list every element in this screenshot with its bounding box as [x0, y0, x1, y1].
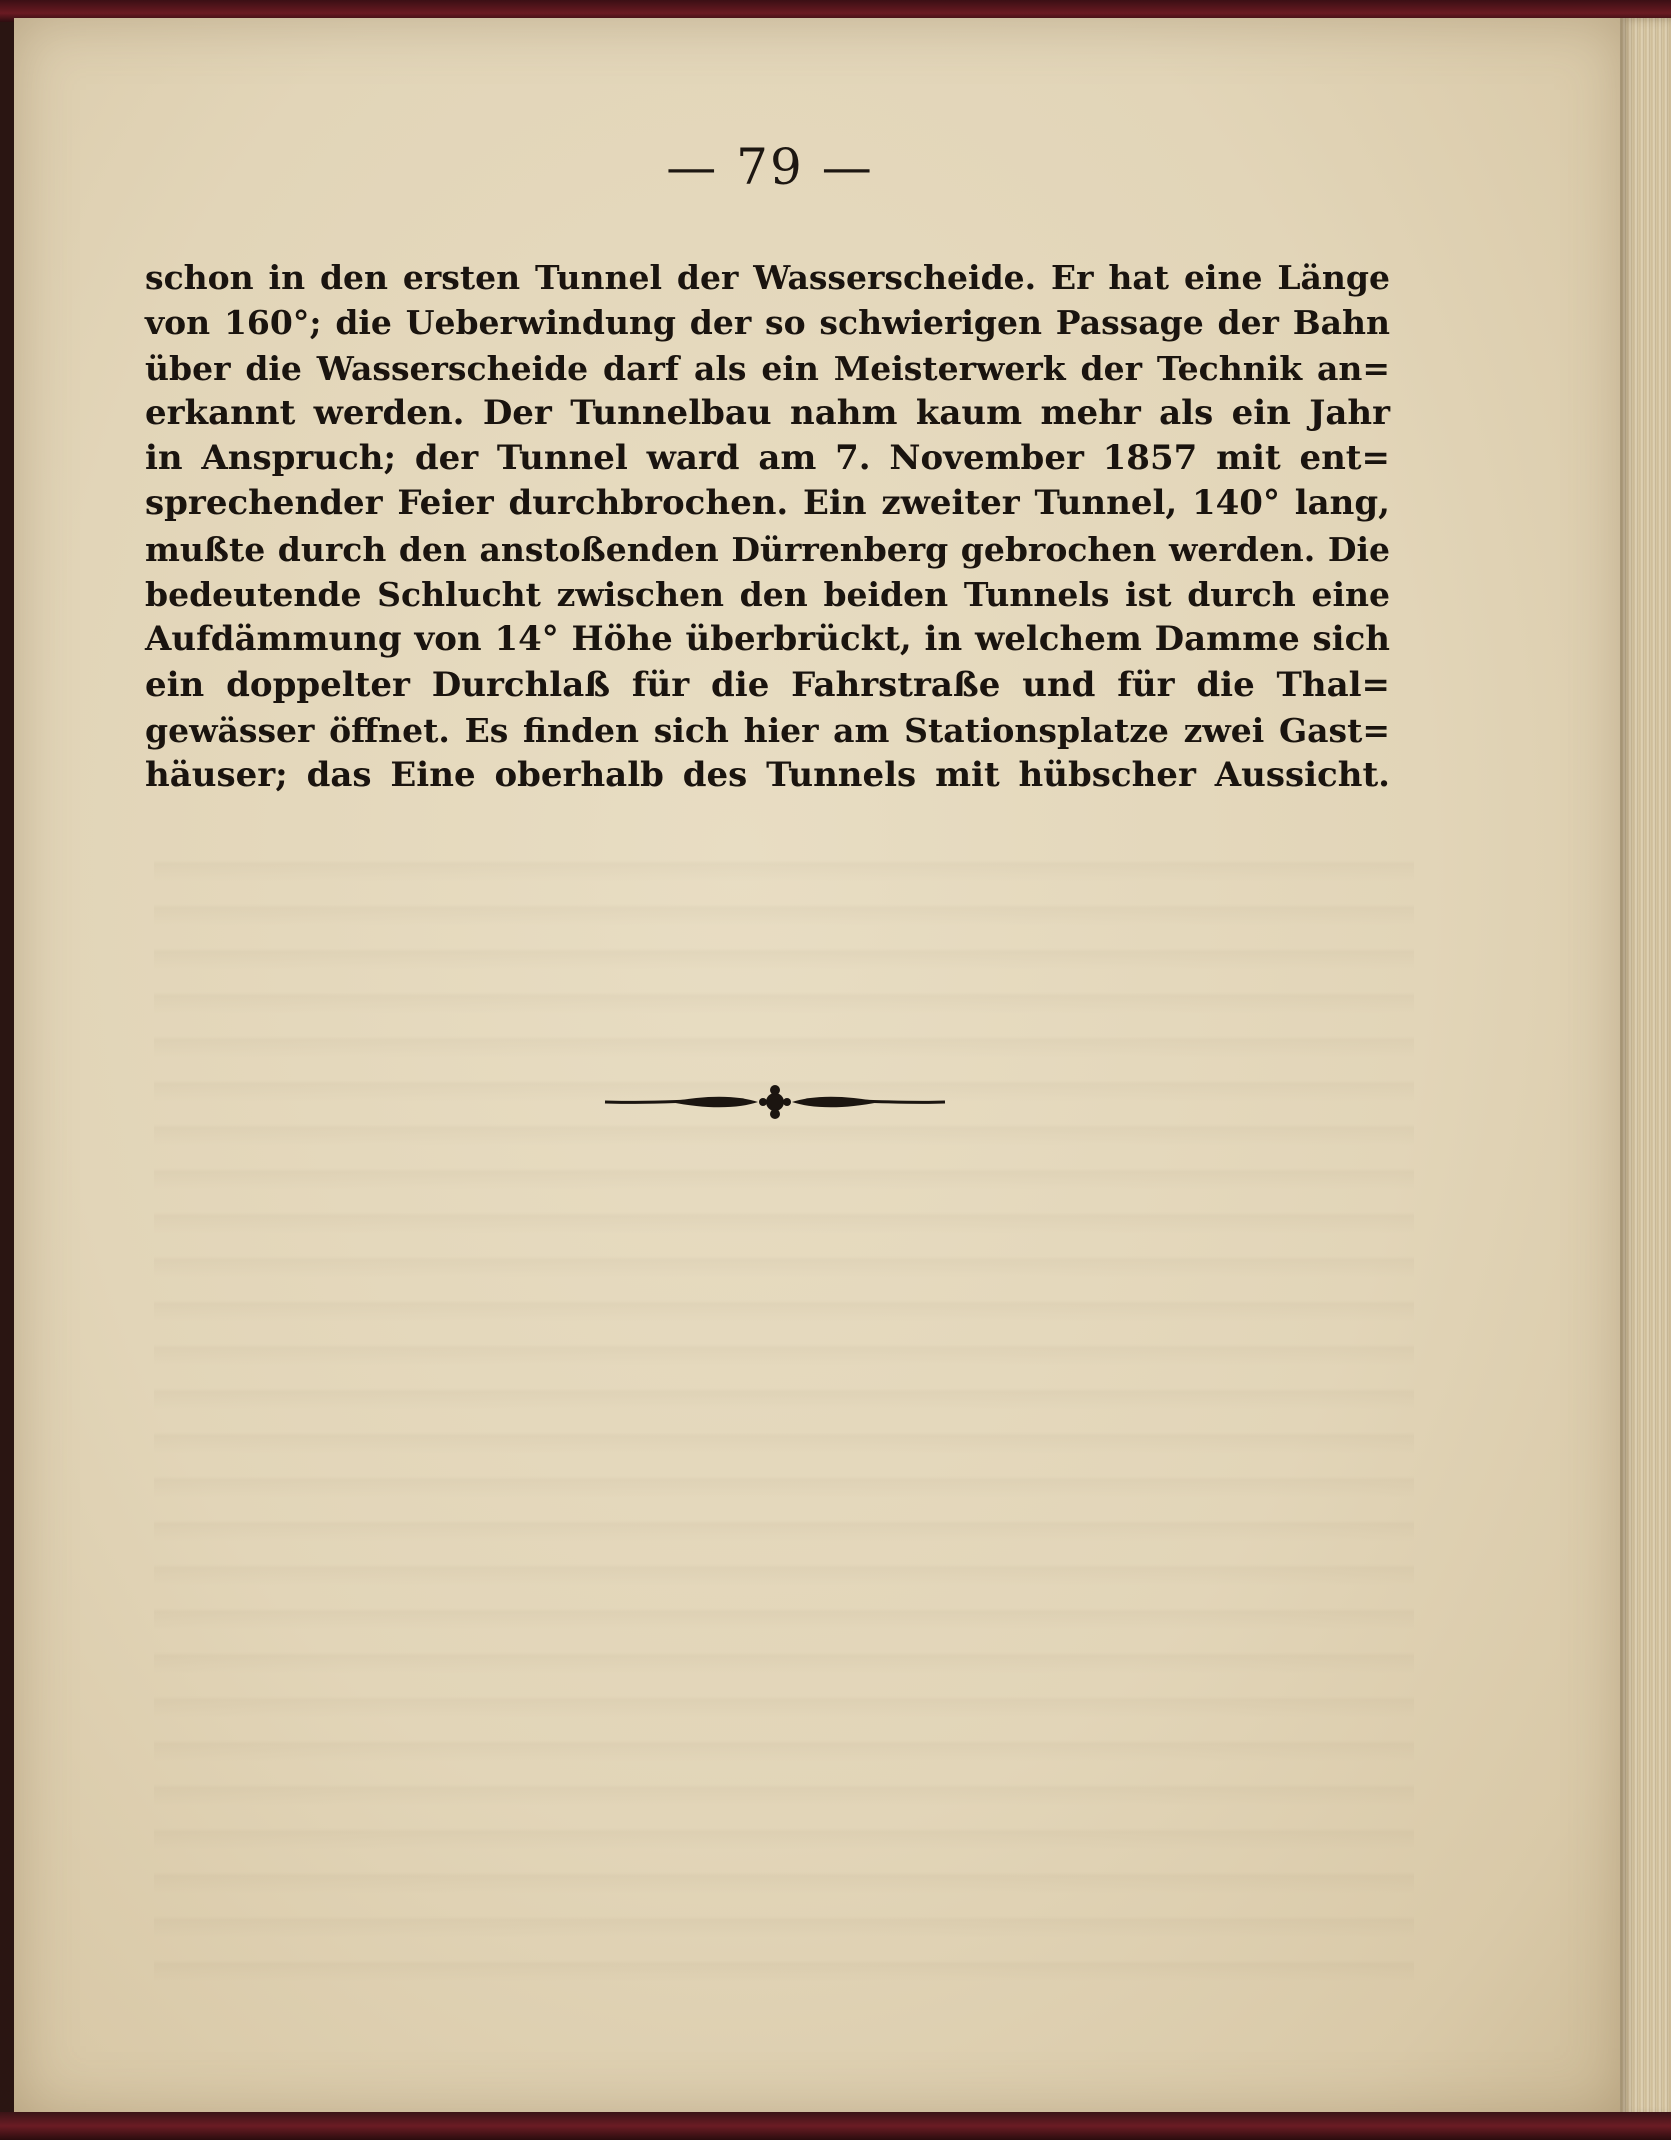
text-line: mußte durch den anstoßenden Dürrenberg gebrochen werden. Die	[145, 529, 1390, 569]
text-line: von 160°; die Ueberwindung der so schwierigen Passage der Bahn	[145, 303, 1390, 343]
page-stack-edges	[1620, 18, 1671, 2118]
text-line: häuser; das Eine oberhalb des Tunnels mit hübscher Aussicht.	[145, 755, 1390, 796]
text-line: in Anspruch; der Tunnel ward am 7. November 1857 mit ent=	[145, 438, 1390, 479]
text-line: ein doppelter Durchlaß für die Fahrstraße und für die Thal=	[145, 664, 1390, 705]
show-through-texture	[154, 838, 1414, 1998]
body-text	[145, 255, 1390, 799]
text-line: sprechender Feier durchbrochen. Ein zweiter Tunnel, 140° lang,	[145, 483, 1390, 524]
fleuron-divider-icon	[600, 1080, 950, 1124]
text-line: schon in den ersten Tunnel der Wasserscheide. Er hat eine Länge	[145, 258, 1390, 297]
text-line: Aufdämmung von 14° Höhe überbrückt, in welchem Damme sich	[145, 619, 1390, 660]
page-number: — 79 —	[666, 138, 874, 196]
text-line: über die Wasserscheide darf als ein Meisterwerk der Technik an=	[145, 348, 1390, 388]
text-line: erkannt werden. Der Tunnelbau nahm kaum mehr als ein Jahr	[145, 392, 1390, 433]
book-cover-bottom-edge	[0, 2112, 1671, 2140]
text-line: bedeutende Schlucht zwischen den beiden Tunnels ist durch eine	[145, 575, 1390, 615]
text-line: gewässer öffnet. Es finden sich hier am Stationsplatze zwei Gast=	[145, 710, 1390, 750]
